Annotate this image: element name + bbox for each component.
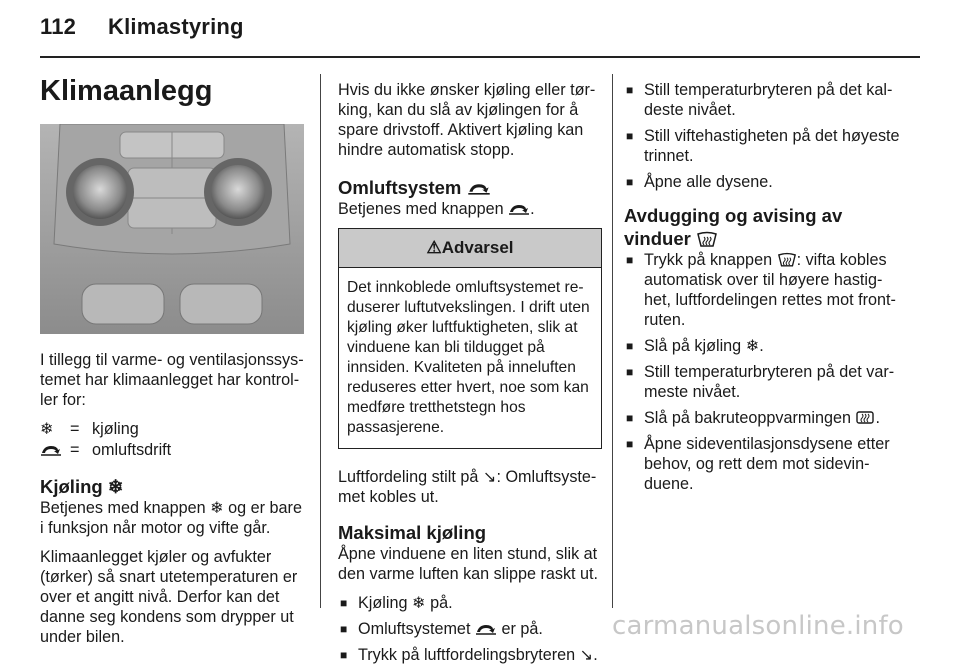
max-cooling-paragraph: Åpne vinduene en liten stund, slik at den varme luften kan slippe raskt ut.: [338, 545, 599, 583]
recirculation-icon: [40, 440, 70, 461]
cooling-paragraph-1: Betjenes med knappen ❄ og er bare i funksjon når motor og vifte går.: [40, 499, 302, 537]
defrost-list: [624, 250, 904, 494]
definition-text: kjøling: [92, 420, 139, 438]
rear-window-heating-icon: [855, 410, 875, 425]
recirculation-icon: [508, 202, 530, 216]
warning-text: Det innkoblede omluftsystemet reduserer luftutvekslingen. I drift uten kjøling øker luftfuktigheten, slik at vinduene kan bli tildugget på innsiden. Kvaliteten på inneluften reduseres etter hvert, noe som kan medføre tretthetstegn hos passasjerene.: [347, 279, 590, 436]
definition-row: [40, 419, 304, 440]
equals-sign: =: [70, 420, 80, 438]
page-header: [40, 14, 244, 40]
windscreen-defrost-icon: [777, 252, 797, 267]
defrost-heading: Avdugging og avising av vinduer: [624, 205, 843, 249]
list-item: ■ Still temperaturbryteren på det kaldeste nivået.: [624, 80, 904, 120]
recirculation-icon: [475, 622, 497, 636]
page-number: 112: [40, 14, 77, 39]
list-item: ■ Omluftsystemet er på.: [338, 619, 602, 639]
column-1: [40, 74, 304, 656]
list-item: ■ Åpne sideventilasjonsdysene etter behov, og rett dem mot sidevinduene.: [624, 434, 904, 494]
equals-sign: =: [70, 441, 80, 459]
snowflake-icon: ❄: [40, 420, 54, 438]
definition-row: [40, 440, 304, 461]
snowflake-icon: ❄: [107, 476, 124, 497]
snowflake-icon: ❄: [745, 337, 760, 355]
max-cooling-list-continued: [624, 80, 904, 192]
header-rule: [40, 56, 920, 58]
recirculation-subtitle: Betjenes med knappen .: [338, 200, 535, 218]
list-item: ■ Still temperaturbryteren på det varmeste nivået.: [624, 362, 904, 402]
recirculation-heading: Omluftsystem: [338, 176, 602, 199]
air-distribution-paragraph: Luftfordeling stilt på ↘: Omluftsystemet kobles ut.: [338, 468, 597, 506]
list-item: ■ Trykk på knappen : vifta kobles automatisk over til høyere hastighet, luftfordelingen rettes mot frontruten.: [624, 250, 904, 330]
windscreen-defrost-icon: [696, 231, 718, 247]
section-title: Klimastyring: [108, 14, 244, 39]
list-item: ■ Åpne alle dysene.: [624, 172, 904, 192]
page-title: Klimaanlegg: [40, 75, 213, 107]
column-3: [624, 80, 904, 500]
climate-panel-photo: [40, 124, 304, 334]
watermark: carmanualsonline.info: [612, 611, 904, 641]
list-item: ■ Still viftehastigheten på det høyeste trinnet.: [624, 126, 904, 166]
warning-triangle-icon: ⚠: [426, 238, 442, 257]
list-item: ■ Kjøling ❄ på.: [338, 593, 602, 613]
column-2: [338, 80, 602, 671]
list-item: ■ Slå på bakruteoppvarmingen .: [624, 408, 904, 428]
cooling-heading: Kjøling ❄: [40, 476, 124, 497]
list-item: ■ Trykk på luftfordelingsbryteren ↘.: [338, 645, 602, 665]
warning-header: ⚠Advarsel: [339, 229, 601, 268]
column-divider: [612, 74, 613, 608]
air-distribution-footwell-icon: ↘: [579, 646, 594, 664]
max-cooling-heading: Maksimal kjøling: [338, 522, 487, 543]
warning-box: [338, 228, 602, 449]
intro-paragraph: I tillegg til varme- og ventilasjonssystemet har klimaanlegget har kontroller for:: [40, 351, 304, 409]
recirculation-icon: [467, 181, 491, 196]
cooling-off-paragraph: Hvis du ikke ønsker kjøling eller tørking, kan du slå av kjølingen for å spare drivstoff. Aktivert kjøling kan hindre automatisk stopp.: [338, 81, 596, 159]
air-distribution-footwell-icon: ↘: [482, 468, 497, 486]
cooling-paragraph-2: Klimaanlegget kjøler og avfukter (tørker) så snart utetemperaturen er over et angitt nivå. Derfor kan det danne seg kondens som drypper ut under bilen.: [40, 548, 298, 646]
definition-text: omluftsdrift: [92, 441, 172, 459]
climate-panel-illustration: [40, 124, 304, 334]
max-cooling-list: [338, 593, 602, 665]
list-item: ■ Slå på kjøling ❄.: [624, 336, 904, 356]
column-divider: [320, 74, 321, 608]
snowflake-icon: ❄: [411, 594, 426, 612]
